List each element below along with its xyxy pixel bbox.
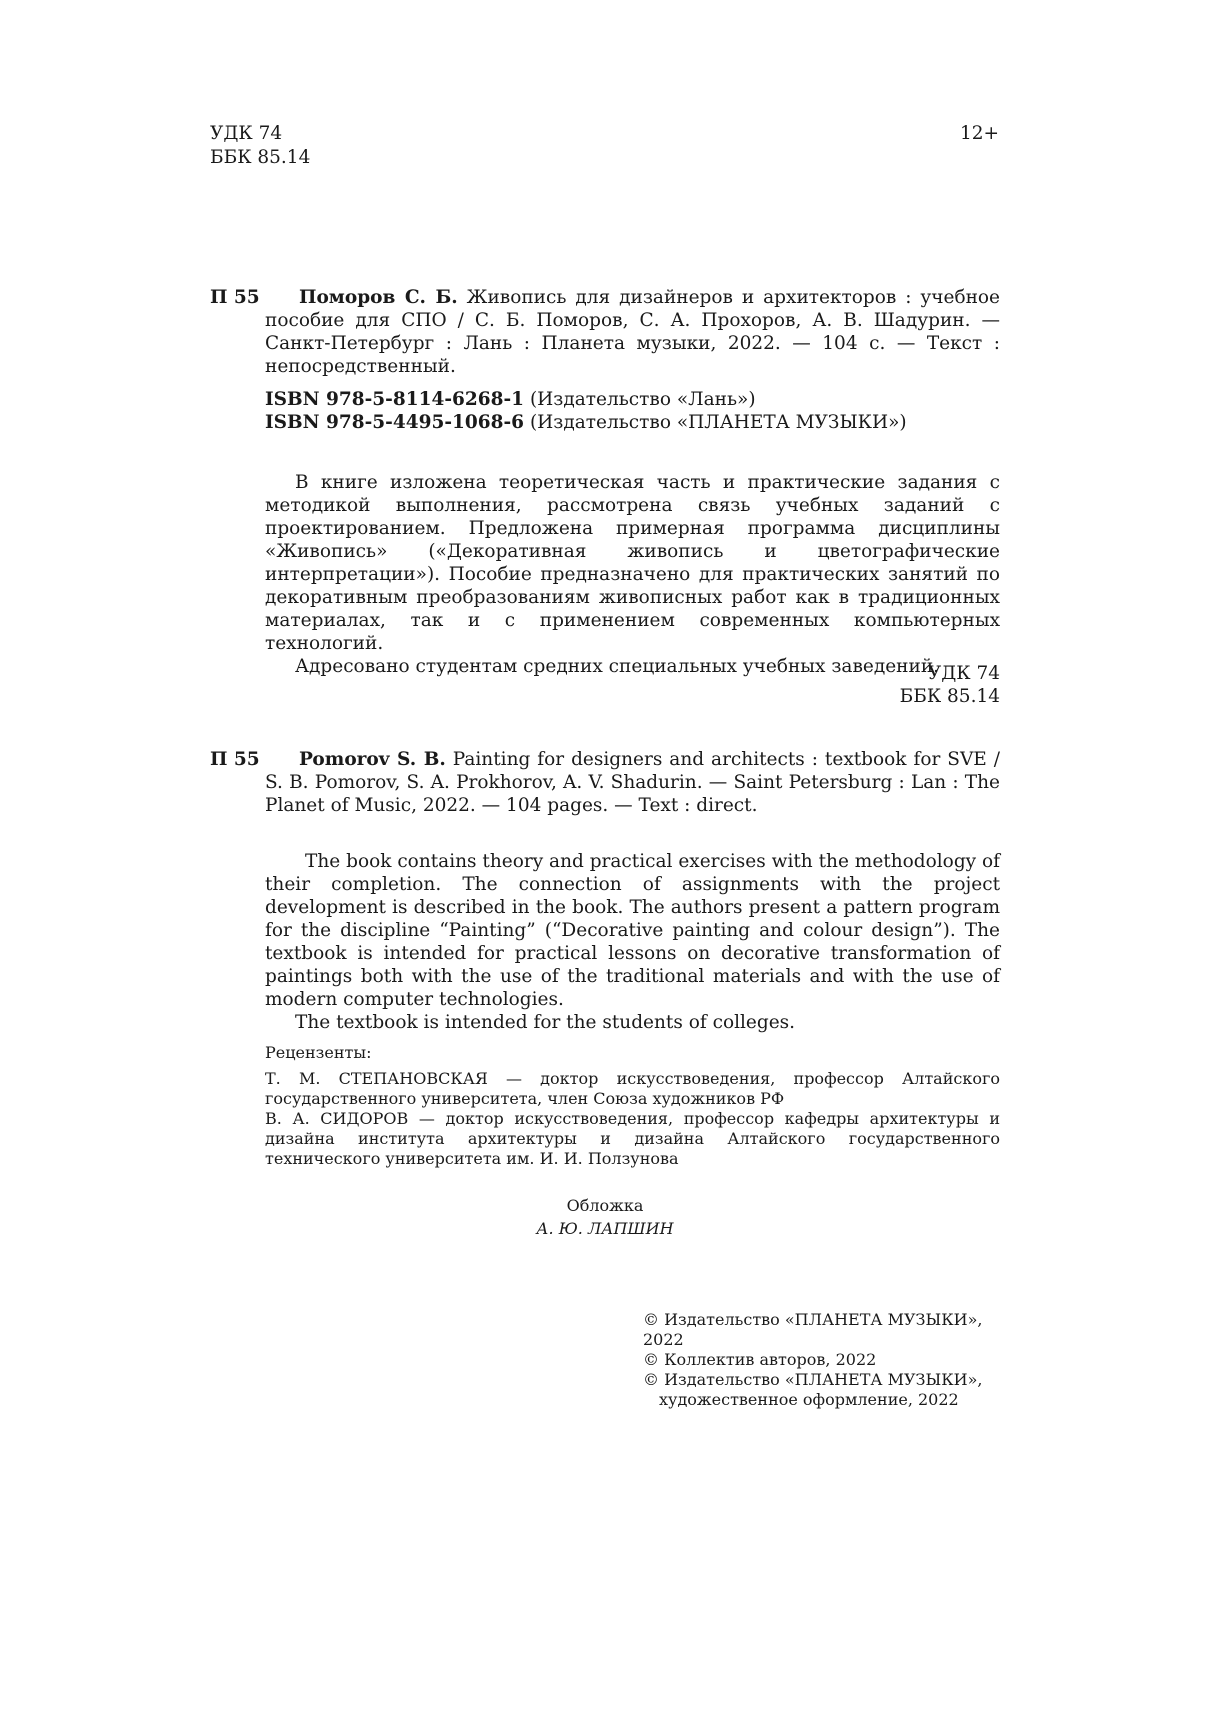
bbk-code-en: ББК 85.14 [899,686,1000,707]
copyright-block [643,1310,1003,1410]
copyright-line-3: © Издательство «ПЛАНЕТА МУЗЫКИ», [643,1370,983,1389]
cover-label: Обложка [566,1196,644,1215]
en-abstract [265,850,1000,1034]
en-bibliographic-entry [265,748,1000,817]
ru-entry-code: П 55 [210,287,260,308]
ru-entry-author: Поморов С. Б. [299,287,458,308]
en-abstract-audience: The textbook is intended for the students of colleges. [295,1012,796,1033]
ru-entry-text: Живопись для дизайнеров и архитекторов : учебное пособие для СПО / С. Б. Поморов, С. А. Прохоров, А. В. Шадурин. — Санкт-Петербург : Лань : Планета музыки, 2022. — 104 с. — Текст : непосредственный. [265,287,1000,377]
copyright-line-2: © Коллектив авторов, 2022 [643,1350,877,1369]
isbn-publisher: (Издательство «Лань») [524,389,756,410]
udk-code-en: УДК 74 [927,663,1000,684]
age-rating: 12+ [960,123,1000,144]
copyright-line-3-cont: художественное оформление, 2022 [659,1390,959,1409]
isbn-line-1 [265,388,756,411]
bbk-code-top: ББК 85.14 [210,147,311,168]
ru-bibliographic-entry [265,286,1000,378]
reviewers-heading: Рецензенты: [265,1043,372,1062]
ru-abstract-audience: Адресовано студентам средних специальных учебных заведений. [295,656,940,677]
reviewer-2: В. А. СИДОРОВ — доктор искусствоведения, профессор кафедры архитектуры и дизайна института архитектуры и дизайна Алтайского государственного технического университета им. И. И. Ползунова [265,1109,1000,1168]
isbn-line-2 [265,411,907,434]
en-entry-code: П 55 [210,749,260,770]
udk-code-top: УДК 74 [210,123,283,144]
isbn-number: ISBN 978-5-4495-1068-6 [265,412,525,433]
cover-designer: А. Ю. ЛАПШИН [536,1219,674,1238]
en-entry-text: Painting for designers and architects : textbook for SVE / S. B. Pomorov, S. A. Prokhorov, A. V. Shadurin. — Saint Petersburg : Lan : The Planet of Music, 2022. — 104 pages. — Text : direct. [265,749,1001,816]
en-abstract-paragraph: The book contains theory and practical exercises with the methodology of their completion. The connection of assignments with the project development is described in the book. The authors present a pattern program for the discipline “Painting” (“Decorative painting and colour design”). The textbook is intended for practical lessons on decorative transformation of paintings both with the use of the traditional materials and with the use of modern computer technologies. [265,851,1000,1010]
en-entry-author: Pomorov S. B. [299,749,446,770]
ru-abstract-paragraph: В книге изложена теоретическая часть и практические задания с методикой выполнения, рассмотрена связь учебных заданий с проектированием. Предложена примерная программа дисциплины «Живопись» («Декоративная живопись и цветографические интерпретации»). Пособие предназначено для практических занятий по декоративным преобразованиям живописных работ как в традиционных материалах, так и с применением современных компьютерных технологий. [265,472,1000,654]
isbn-number: ISBN 978-5-8114-6268-1 [265,389,525,410]
reviewers-block [265,1043,1000,1169]
reviewer-1: Т. М. СТЕПАНОВСКАЯ — доктор искусствоведения, профессор Алтайского государственного университета, член Союза художников РФ [265,1069,1000,1108]
isbn-publisher: (Издательство «ПЛАНЕТА МУЗЫКИ») [524,412,907,433]
ru-abstract [265,471,1000,678]
copyright-line-1: © Издательство «ПЛАНЕТА МУЗЫКИ», 2022 [643,1310,983,1349]
